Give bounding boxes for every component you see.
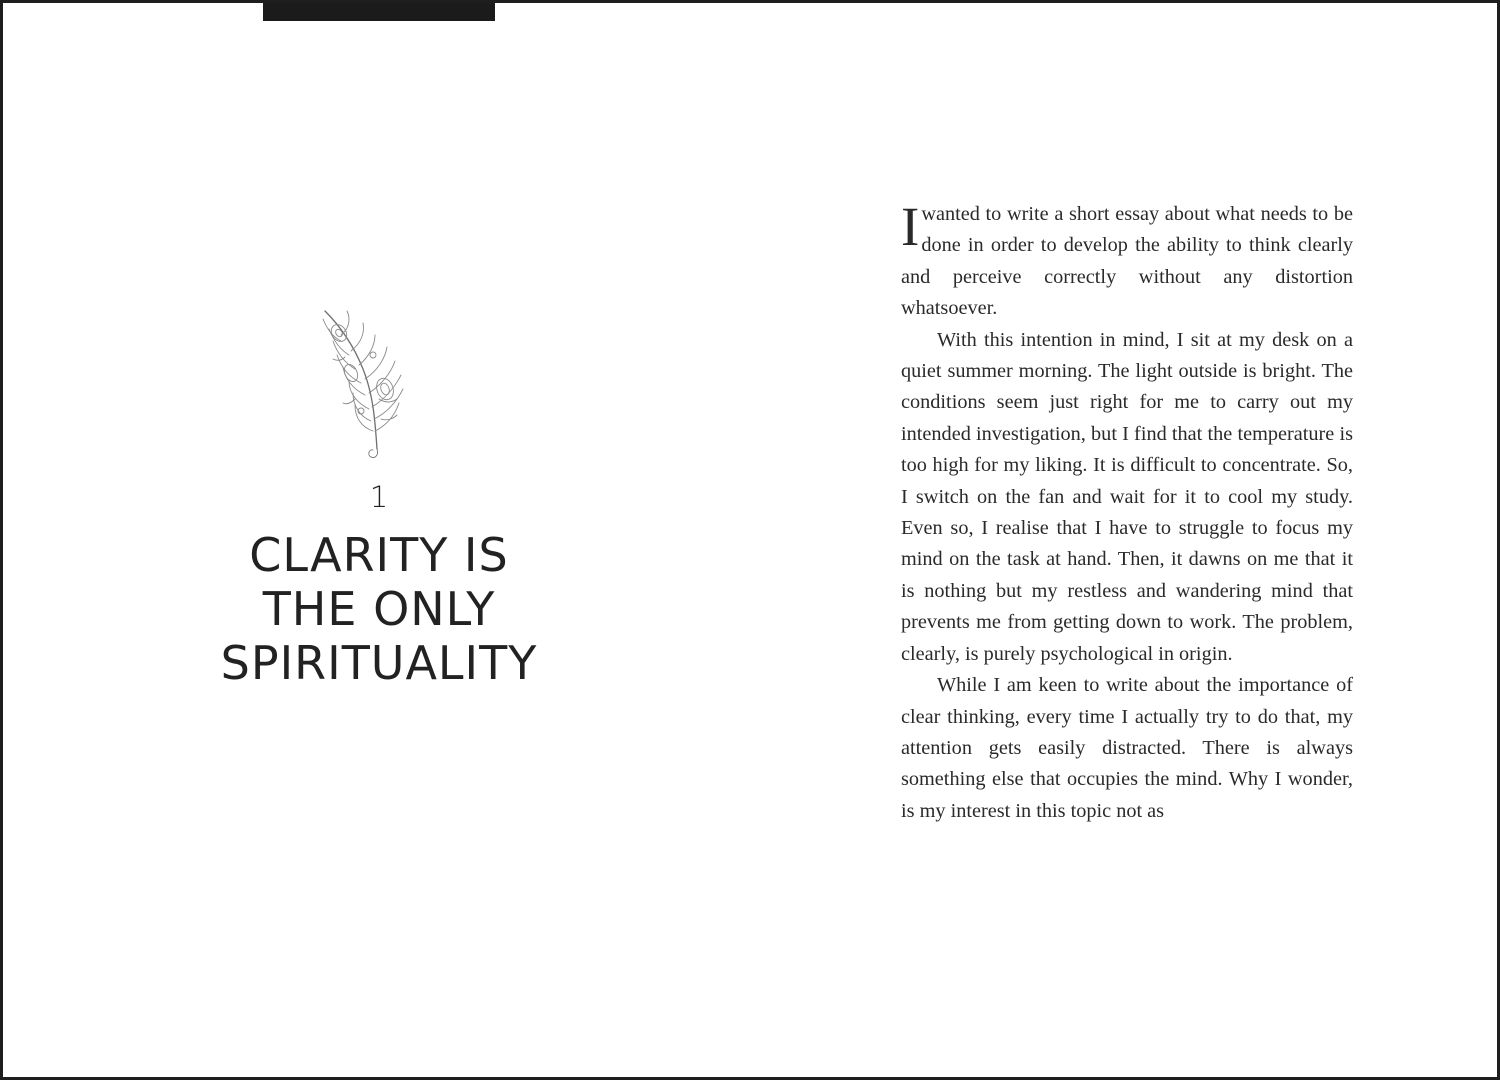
chapter-title (183, 528, 575, 690)
feather-icon (315, 299, 427, 465)
drop-cap: I (901, 196, 920, 257)
paragraph: While I am keen to write about the importance of clear thinking, every time I actually try to do that, my attention gets easily distracted. There is always something else that occupies the mind. Why I wonder, is my interest in this topic not as (901, 674, 1353, 822)
chapter-number: 1 (369, 480, 389, 514)
paragraph (901, 196, 1353, 325)
page-tab-marker (263, 3, 495, 21)
paragraph-text: wanted to write a short essay about what needs to be done in order to develop the ability to think clearly and perceive correctly without any distortion whatsoever. (901, 203, 1353, 320)
chapter-body-text (901, 196, 1353, 827)
chapter-title-line: THE ONLY (262, 582, 496, 636)
chapter-title-line: SPIRITUALITY (220, 636, 538, 690)
paragraph: With this intention in mind, I sit at my desk on a quiet summer morning. The light outside is bright. The conditions seem just right for me to carry out my intended investigation, but I find that the temperature is too high for my liking. It is difficult to concentrate. So, I switch on the fan and wait for it to cool my study. Even so, I realise that I have to struggle to focus my mind on the task at hand. Then, it dawns on me that it is nothing but my restless and wandering mind that prevents me from getting down to work. The problem, clearly, is purely psychological in origin. (901, 328, 1353, 665)
chapter-title-line: CLARITY IS (249, 528, 509, 582)
